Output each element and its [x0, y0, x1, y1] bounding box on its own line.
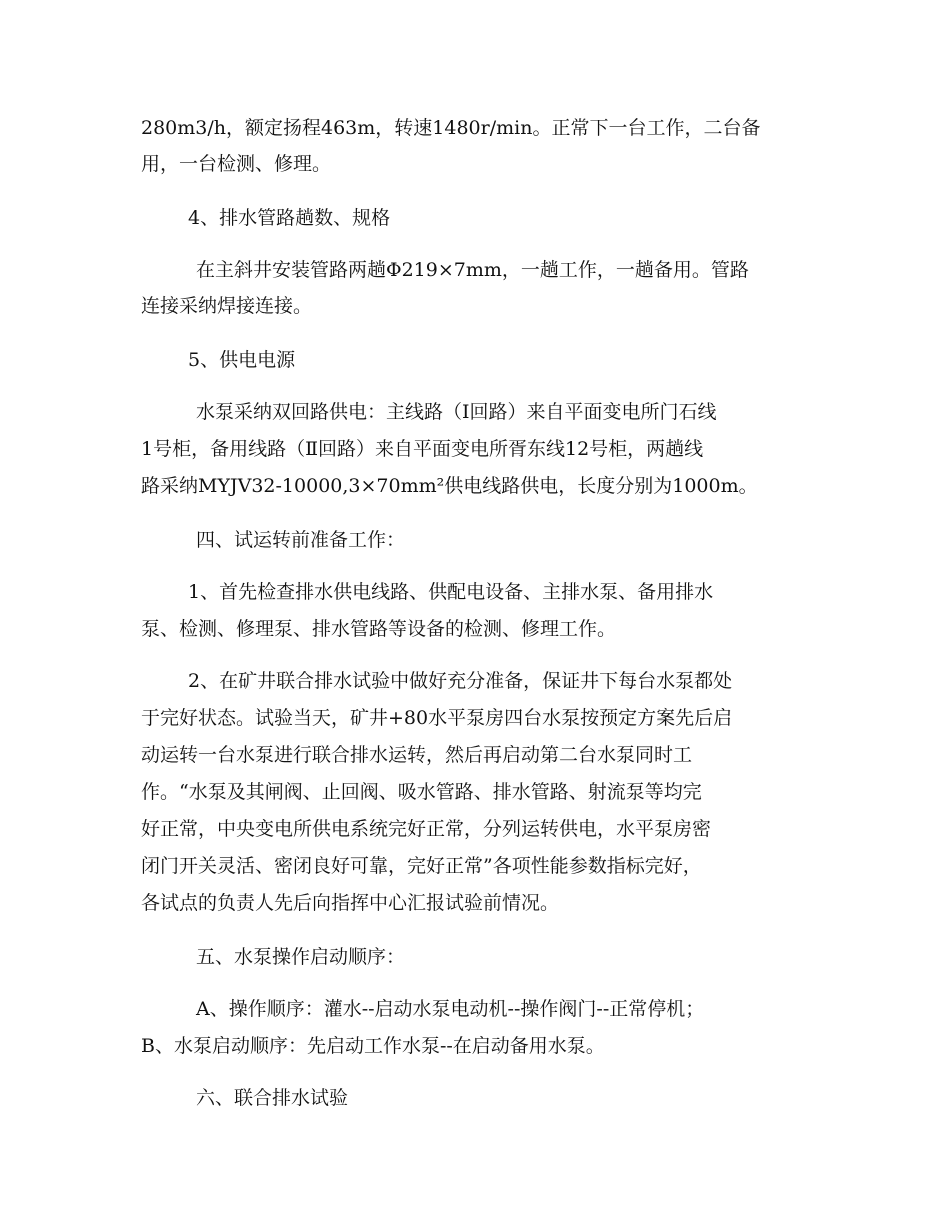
text-line: 1号柜，备用线路（Ⅱ回路）来自平面变电所胥东线12号柜，两趟线 [141, 438, 704, 460]
text-line: 280m3/h，额定扬程463m，转速1480r/min。正常下一台工作，二台备 [141, 117, 761, 139]
text-line: 2、在矿井联合排水试验中做好充分准备，保证井下每台水泵都处 [188, 670, 733, 692]
text-line: 在主斜井安装管路两趟Φ219×7mm，一趟工作，一趟备用。管路 [196, 259, 749, 281]
text-line: 连接采纳焊接连接。 [141, 295, 313, 317]
text-line: 各试点的负责人先后向指挥中心汇报试验前情况。 [141, 892, 560, 914]
text-line: 路采纳MYJV32-10000,3×70mm²供电线路供电，长度分别为1000m。 [141, 475, 758, 497]
section-heading: 4、排水管路趟数、规格 [188, 207, 391, 229]
text-line: 于完好状态。试验当天，矿井+80水平泵房四台水泵按预定方案先后启 [141, 707, 733, 729]
section-heading: 5、供电电源 [188, 349, 296, 371]
text-line: 用，一台检测、修理。 [141, 153, 332, 175]
text-line: B、水泵启动顺序：先启动工作水泵--在启动备用水泵。 [141, 1035, 605, 1057]
text-line: 好正常，中央变电所供电系统完好正常，分列运转供电，水平泵房密 [141, 818, 712, 840]
text-line: 动运转一台水泵进行联合排水运转，然后再启动第二台水泵同时工 [141, 744, 693, 766]
text-line: A、操作顺序：灌水--启动水泵电动机--操作阀门--正常停机； [196, 998, 705, 1020]
text-line: 作。“水泵及其闸阀、止回阀、吸水管路、排水管路、射流泵等均完 [141, 781, 702, 803]
text-line: 闭门开关灵活、密闭良好可靠，完好正常”各项性能参数指标完好， [141, 855, 702, 877]
text-line: 泵、检测、修理泵、排水管路等设备的检测、修理工作。 [141, 618, 617, 640]
section-heading: 四、试运转前准备工作： [196, 529, 406, 551]
section-heading: 六、联合排水试验 [196, 1087, 349, 1109]
section-heading: 五、水泵操作启动顺序： [196, 946, 406, 968]
text-line: 1、首先检查排水供电线路、供配电设备、主排水泵、备用排水 [188, 581, 714, 603]
text-line: 水泵采纳双回路供电：主线路（Ⅰ回路）来自平面变电所门石线 [196, 401, 717, 423]
